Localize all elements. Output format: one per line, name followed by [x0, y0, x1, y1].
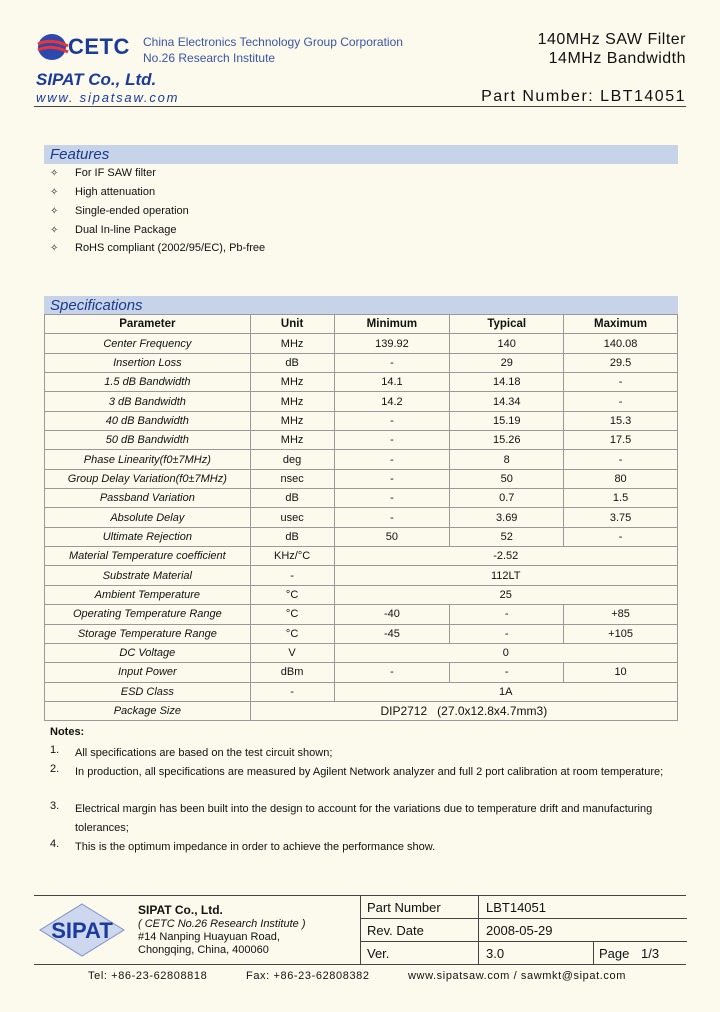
grid-line [593, 941, 594, 964]
bullet-icon: ✧ [50, 168, 59, 179]
cetc-logo [36, 30, 132, 64]
col-header: Unit [250, 315, 334, 334]
header-divider [34, 106, 686, 107]
table-row: Package Size DIP2712 (27.0x12.8x4.7mm3) [45, 701, 678, 720]
col-header: Maximum [564, 315, 678, 334]
grid-line [361, 918, 687, 919]
table-row: Insertion Loss dB - 29 29.5 [45, 353, 678, 372]
table-row: Operating Temperature Range °C -40 - +85 [45, 605, 678, 624]
rev-date-label: Rev. Date [367, 923, 424, 938]
feature-item: ✧ For IF SAW filter [50, 167, 156, 179]
table-row: DC Voltage V 0 [45, 643, 678, 662]
bullet-icon: ✧ [50, 225, 59, 236]
specifications-table [44, 314, 678, 721]
table-row: Input Power dBm - - 10 [45, 663, 678, 682]
table-row: Substrate Material - 112LT [45, 566, 678, 585]
table-row: Storage Temperature Range °C -45 - +105 [45, 624, 678, 643]
bullet-icon: ✧ [50, 187, 59, 198]
specifications-heading: Specifications [44, 296, 678, 315]
product-title: 140MHz SAW Filter [537, 31, 686, 48]
part-number-value: LBT14051 [486, 900, 546, 915]
footer-web-mail[interactable]: www.sipatsaw.com / sawmkt@sipat.com [408, 970, 626, 982]
spec-span-rows [45, 547, 678, 605]
svg-text:SIPAT: SIPAT [51, 918, 113, 943]
corp-name: China Electronics Technology Group Corporation [143, 35, 403, 49]
version-value: 3.0 [486, 946, 505, 961]
table-row: Ultimate Rejection dB 50 52 - [45, 527, 678, 546]
table-row: Phase Linearity(f0±7MHz) deg - 8 - [45, 450, 678, 469]
table-row: 3 dB Bandwidth MHz 14.2 14.34 - [45, 392, 678, 411]
features-heading: Features [44, 145, 678, 164]
table-row: Absolute Delay usec - 3.69 3.75 [45, 508, 678, 527]
table-header-row [45, 315, 678, 334]
sipat-logo [38, 902, 126, 958]
table-row: ESD Class - 1A [45, 682, 678, 701]
footer-address-line2: Chongqing, China, 400060 [138, 944, 269, 956]
feature-item: ✧ Dual In-line Package [50, 224, 177, 236]
part-number-label: Part Number [367, 900, 441, 915]
cetc-globe-icon [36, 30, 70, 64]
cetc-logo-text: CETC [68, 34, 130, 59]
table-row: 1.5 dB Bandwidth MHz 14.1 14.18 - [45, 373, 678, 392]
website-link[interactable]: www. sipatsaw.com [36, 90, 180, 105]
grid-line [478, 896, 479, 964]
footer-fax: Fax: +86-23-62808382 [246, 970, 370, 982]
rev-date-value: 2008-05-29 [486, 923, 553, 938]
version-label: Ver. [367, 946, 390, 961]
table-row: 50 dB Bandwidth MHz - 15.26 17.5 [45, 431, 678, 450]
bullet-icon: ✧ [50, 206, 59, 217]
col-header: Parameter [45, 315, 251, 334]
feature-item: ✧ RoHS compliant (2002/95/EC), Pb-free [50, 242, 266, 254]
footer-box [34, 895, 686, 965]
footer-info-grid [360, 896, 687, 964]
spec-rows [45, 334, 678, 547]
col-header: Minimum [334, 315, 450, 334]
footer-company: SIPAT Co., Ltd. [138, 903, 223, 917]
table-row: 40 dB Bandwidth MHz - 15.19 15.3 [45, 411, 678, 430]
product-subtitle: 14MHz Bandwidth [548, 50, 686, 67]
grid-line [361, 941, 687, 942]
sipat-logo-icon [38, 902, 126, 958]
table-row: Group Delay Variation(f0±7MHz) nsec - 50 80 [45, 469, 678, 488]
table-row: Passband Variation dB - 0.7 1.5 [45, 489, 678, 508]
page-value: 1/3 [641, 946, 660, 961]
footer-institute: ( CETC No.26 Research Institute ) [138, 918, 306, 930]
footer-address-line1: #14 Nanping Huayuan Road, [138, 931, 280, 943]
col-header: Typical [450, 315, 564, 334]
feature-item: ✧ Single-ended operation [50, 205, 189, 217]
footer-tel: Tel: +86-23-62808818 [88, 970, 208, 982]
institute-name: No.26 Research Institute [143, 51, 276, 65]
table-row: Center Frequency MHz 139.92 140 140.08 [45, 334, 678, 353]
feature-item: ✧ High attenuation [50, 186, 156, 198]
bullet-icon: ✧ [50, 243, 59, 254]
part-number: Part Number: LBT14051 [481, 88, 686, 105]
page-label: Page [599, 946, 630, 961]
spec-temp-rows [45, 605, 678, 644]
company-name: SIPAT Co., Ltd. [36, 70, 157, 89]
notes-heading: Notes: [50, 726, 85, 738]
table-row: Material Temperature coefficient KHz/°C -2.52 [45, 547, 678, 566]
table-row: Ambient Temperature °C 25 [45, 585, 678, 604]
